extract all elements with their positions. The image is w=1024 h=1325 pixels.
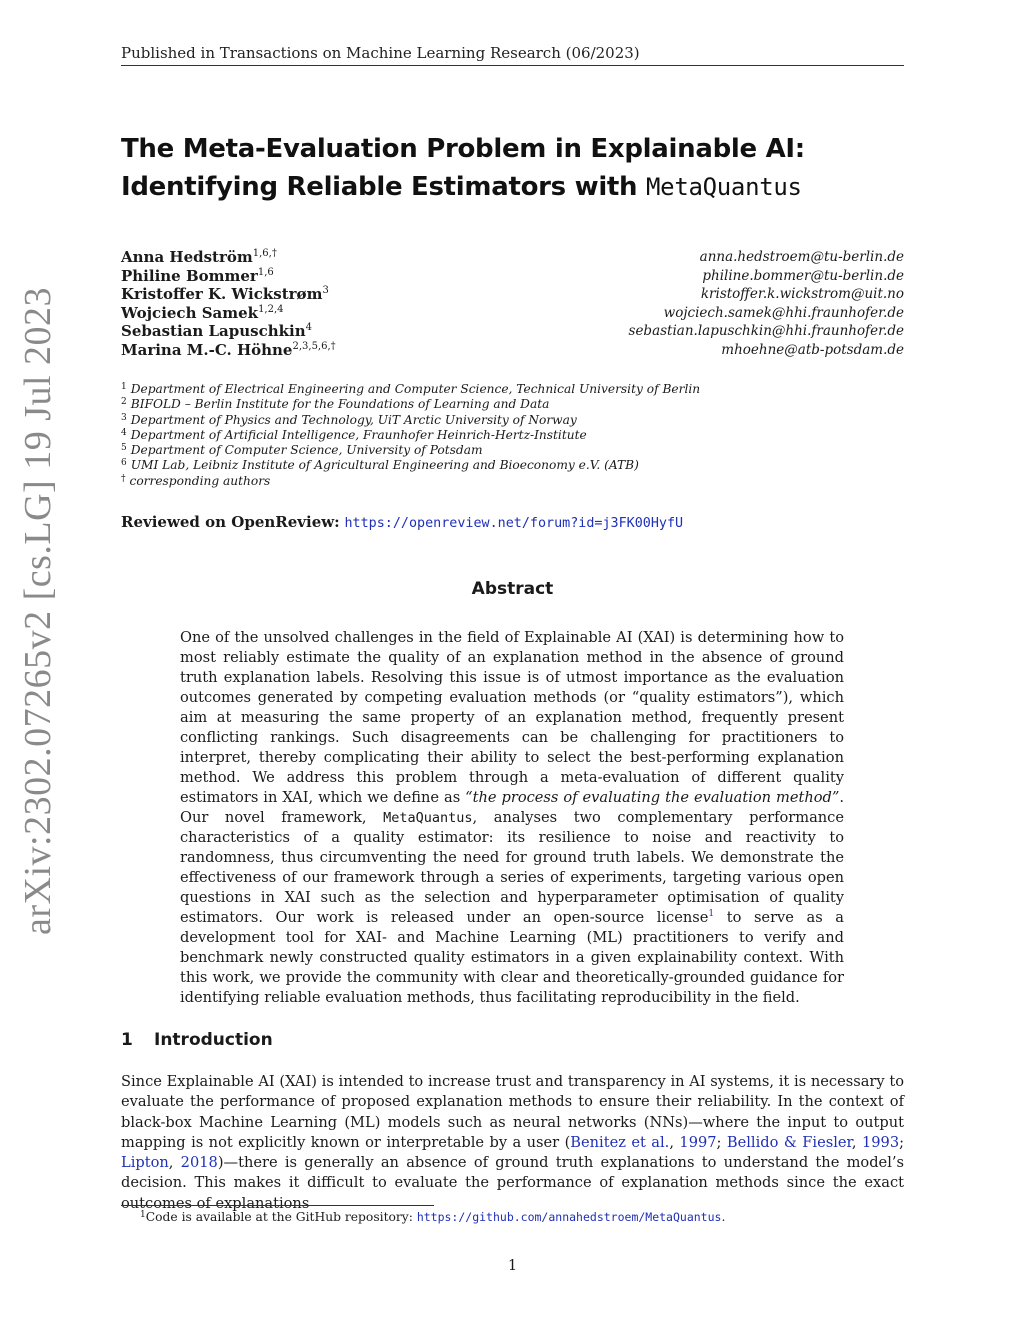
affiliation-mark: 4 xyxy=(121,427,127,438)
footnote-text: Code is available at the GitHub repository: xyxy=(145,1210,417,1224)
author-name xyxy=(121,322,312,340)
section-number: 1 xyxy=(121,1030,133,1050)
abstract-part: , analyses two complementary performance characteristics of a quality estimator: its resilience to noise and reactivity to randomness, thus circumventing the need for ground truth labels. We demonstrate the effectiveness of our framework through a series of experiments, targeting various open questions in XAI such as the selection and hyperparameter optimisation of quality estimators. Our work is released under an open-source license xyxy=(180,809,844,926)
citation-sep: ; xyxy=(716,1133,727,1151)
affiliation-mark: 3 xyxy=(121,412,127,423)
title-line-2 xyxy=(121,168,904,206)
author-name-text: Anna Hedström xyxy=(121,248,253,266)
author-name xyxy=(121,285,329,303)
author-email[interactable]: mhoehne@atb-potsdam.de xyxy=(721,341,904,358)
author-affil-marks: 1,6,† xyxy=(252,248,277,259)
author-row xyxy=(121,248,904,267)
citation-year-link[interactable]: 1997 xyxy=(679,1133,717,1151)
affiliation xyxy=(121,413,904,428)
abstract-quote: “the process of evaluating the evaluation method” xyxy=(465,789,840,806)
author-name xyxy=(121,248,277,266)
abstract-part: One of the unsolved challenges in the field of Explainable AI (XAI) is determining how to most reliably estimate the quality of an explanation method in the absence of ground truth explanation labels. Resolving this issue is of utmost importance as the evaluation outcomes generated by competing evaluation methods (or “quality estimators”), which aim at measuring the same property of an explanation method, frequently present conflicting rankings. Such disagreements can be challenging for practitioners to interpret, thereby complicating their ability to select the best-performing explanation method. We address this problem through a meta-evaluation of different quality estimators in XAI, which we define as xyxy=(180,629,844,806)
author-email[interactable]: kristoffer.k.wickstrom@uit.no xyxy=(700,286,904,303)
affiliation-text: Department of Electrical Engineering and Computer Science, Technical University of Berlin xyxy=(130,382,701,396)
affiliation-text: UMI Lab, Leibniz Institute of Agricultural Engineering and Bioeconomy e.V. (ATB) xyxy=(130,458,639,473)
section-heading xyxy=(121,1029,904,1051)
footnote-mark: 1 xyxy=(140,1210,146,1220)
abstract-text xyxy=(180,628,844,1008)
affiliation xyxy=(121,458,904,473)
footnote-end: . xyxy=(721,1210,726,1224)
affiliation-text: Department of Physics and Technology, UiT Arctic University of Norway xyxy=(130,412,577,427)
author-row xyxy=(121,322,904,341)
author-affil-marks: 3 xyxy=(322,285,329,297)
review-line xyxy=(121,512,904,534)
author-name-text: Marina M.-C. Höhne xyxy=(121,340,293,359)
affiliation-text: Department of Computer Science, University of Potsdam xyxy=(130,443,483,458)
affiliation xyxy=(121,382,904,397)
affiliation-list xyxy=(121,382,904,489)
section-title: Introduction xyxy=(154,1030,273,1050)
author-email[interactable]: wojciech.samek@hhi.fraunhofer.de xyxy=(663,304,904,321)
citation-year-link[interactable]: 2018 xyxy=(180,1154,218,1172)
author-email[interactable]: sebastian.lapuschkin@hhi.fraunhofer.de xyxy=(628,323,904,340)
author-affil-marks: 2,3,5,6,† xyxy=(292,340,336,352)
openreview-link[interactable]: https://openreview.net/forum?id=j3FK00HyfU xyxy=(344,516,684,531)
citation-sep: , xyxy=(669,1133,680,1151)
author-row xyxy=(121,304,904,323)
affiliation xyxy=(121,443,904,458)
title-framework-name: MetaQuantus xyxy=(646,173,802,201)
affiliation xyxy=(121,428,904,443)
author-name xyxy=(121,267,274,285)
affiliation-mark: 6 xyxy=(121,458,127,469)
affiliation-text: BIFOLD – Berlin Institute for the Foundations of Learning and Data xyxy=(130,397,550,412)
author-row xyxy=(121,285,904,304)
affiliation-mark: 5 xyxy=(121,443,127,454)
affiliation-text: Department of Artificial Intelligence, Fraunhofer Heinrich-Hertz-Institute xyxy=(130,427,587,442)
author-name xyxy=(121,341,336,359)
citation-link[interactable]: Benitez et al. xyxy=(570,1133,670,1151)
footnote-ref[interactable]: 1 xyxy=(708,909,715,919)
author-affil-marks: 1,6 xyxy=(257,266,274,278)
author-name xyxy=(121,304,284,322)
author-name-text: Sebastian Lapuschkin xyxy=(121,322,306,341)
affiliation-text: corresponding authors xyxy=(129,473,271,488)
author-name-text: Kristoffer K. Wickstrøm xyxy=(121,285,323,304)
header-rule xyxy=(121,65,904,66)
author-list xyxy=(121,248,904,360)
running-header: Published in Transactions on Machine Learning Research (06/2023) xyxy=(121,44,640,62)
github-link[interactable]: https://github.com/annahedstroem/MetaQuantus xyxy=(416,1210,722,1224)
intro-text: Since Explainable AI (XAI) is intended to increase trust and transparency in AI systems, it is necessary to evaluate the performance of proposed explanation methods to ensure their reliability. In the context of black-box Machine Learning (ML) models such as neural networks (NNs)—where the input to output mapping is not explicitly known or interpretable by a user ( xyxy=(121,1073,904,1151)
affiliation xyxy=(121,474,904,489)
author-name-text: Wojciech Samek xyxy=(121,303,259,322)
intro-paragraph xyxy=(121,1072,904,1214)
intro-text: )—there is generally an absence of ground truth explanations to understand the model’s decision. This makes it difficult to evaluate the performance of explanation methods since the exact outcomes of explanations xyxy=(121,1154,904,1212)
author-email[interactable]: anna.hedstroem@tu-berlin.de xyxy=(699,249,904,265)
author-affil-marks: 1,2,4 xyxy=(258,303,284,315)
citation-sep: ; xyxy=(899,1133,905,1151)
framework-name: MetaQuantus xyxy=(383,810,473,826)
citation-link[interactable]: Lipton xyxy=(121,1154,169,1172)
affiliation-mark: 2 xyxy=(121,397,127,408)
title-line-1: The Meta-Evaluation Problem in Explainable AI: xyxy=(121,134,805,164)
author-name-text: Philine Bommer xyxy=(121,266,258,285)
citation-year-link[interactable]: 1993 xyxy=(861,1133,900,1151)
paper-title xyxy=(121,130,904,206)
review-label: Reviewed on OpenReview: xyxy=(121,513,340,531)
footnote xyxy=(140,1209,904,1225)
affiliation-mark: 1 xyxy=(121,382,127,392)
abstract-heading: Abstract xyxy=(471,579,554,599)
author-affil-marks: 4 xyxy=(305,322,313,334)
page-number: 1 xyxy=(507,1257,518,1274)
footnote-rule xyxy=(121,1205,434,1206)
abstract-part: to serve as a development tool for XAI- and Machine Learning (ML) practitioners to verify and benchmark newly constructed quality estimators in a given explainability context. With this work, we provide the community with clear and theoretically-grounded guidance for identifying reliable evaluation methods, thus facilitating reproducibility in the field. xyxy=(180,909,844,1006)
author-row xyxy=(121,341,904,360)
affiliation xyxy=(121,397,904,412)
abstract-part: . Our novel framework, xyxy=(180,789,844,826)
title-line-2-text: Identifying Reliable Estimators with xyxy=(121,172,647,202)
citation-sep: , xyxy=(168,1154,181,1172)
author-email[interactable]: philine.bommer@tu-berlin.de xyxy=(702,267,904,284)
citation-link[interactable]: Bellido & Fiesler xyxy=(726,1133,852,1151)
citation-sep: , xyxy=(851,1133,862,1151)
author-row xyxy=(121,267,904,286)
affiliation-mark: † xyxy=(121,473,126,484)
arxiv-identifier: arXiv:2302.07265v2 [cs.LG] 19 Jul 2023 xyxy=(17,286,59,935)
